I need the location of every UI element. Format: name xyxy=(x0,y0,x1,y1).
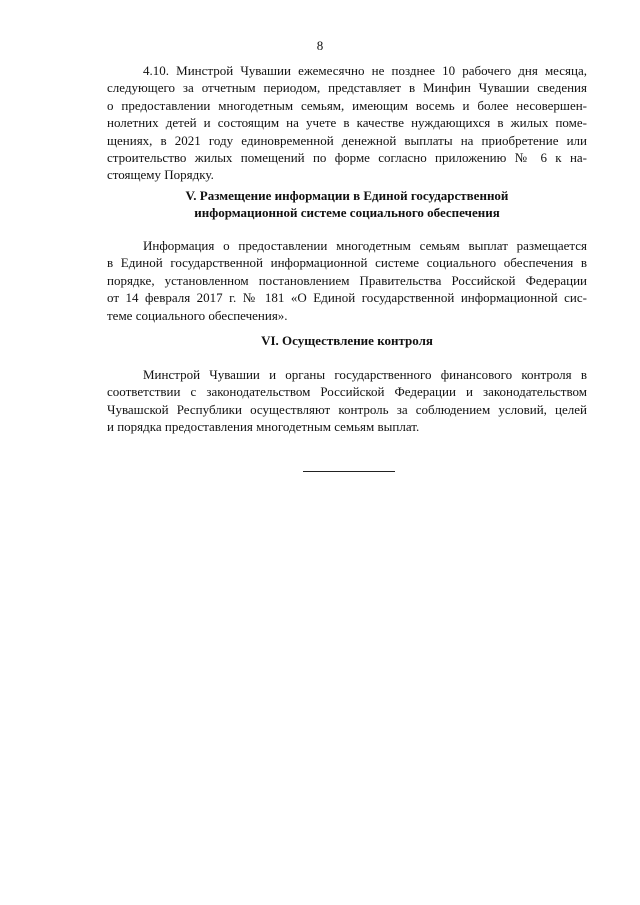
heading-line: информационной системе социального обеспечения xyxy=(194,205,500,221)
section-6-paragraph xyxy=(107,366,587,436)
paragraph-line: Минстрой Чувашии и органы государственного финансового контроля в xyxy=(143,367,587,382)
heading-line: V. Размещение информации в Единой государственной xyxy=(185,188,509,203)
section-6-heading xyxy=(107,332,587,349)
heading-line: VI. Осуществление контроля xyxy=(261,333,433,348)
paragraph-line: теме социального обеспечения». xyxy=(107,307,288,323)
paragraph-line: щениях, в 2021 году единовременной денежной выплаты на приобретение или xyxy=(107,132,587,148)
end-divider xyxy=(303,471,395,472)
paragraph-line: строительство жилых помещений по форме согласно приложению № 6 к на- xyxy=(107,149,587,165)
paragraph-line: и порядка предоставления многодетным семьям выплат. xyxy=(107,419,420,435)
page-number: 8 xyxy=(316,38,324,53)
paragraph-line: в Единой государственной информационной системе социального обеспечения в xyxy=(107,255,587,271)
paragraph-line: следующего за отчетным периодом, представляет в Минфин Чувашии сведения xyxy=(107,80,587,96)
paragraph-line: 4.10. Минстрой Чувашии ежемесячно не позднее 10 рабочего дня месяца, xyxy=(143,63,587,78)
paragraph-line: стоящему Порядку. xyxy=(107,167,214,183)
paragraph-line: от 14 февраля 2017 г. № 181 «О Единой государственной информационной сис- xyxy=(107,290,587,306)
paragraph-line: Чувашской Республики осуществляют контроль за соблюдением условий, целей xyxy=(107,401,587,417)
paragraph-line: о предоставлении многодетным семьям, имеющим восемь и более несовершен- xyxy=(107,97,587,113)
section-5-heading xyxy=(107,187,587,222)
section-5-paragraph xyxy=(107,237,587,324)
paragraph-line: соответствии с законодательством Российской Федерации и законодательством xyxy=(107,384,587,400)
paragraph-4-10 xyxy=(107,62,587,184)
paragraph-line: порядке, установленном постановлением Правительства Российской Федерации xyxy=(107,272,587,288)
paragraph-line: нолетних детей и состоящим на учете в качестве нуждающихся в жилых поме- xyxy=(107,115,587,131)
paragraph-line: Информация о предоставлении многодетным семьям выплат размещается xyxy=(143,238,587,253)
